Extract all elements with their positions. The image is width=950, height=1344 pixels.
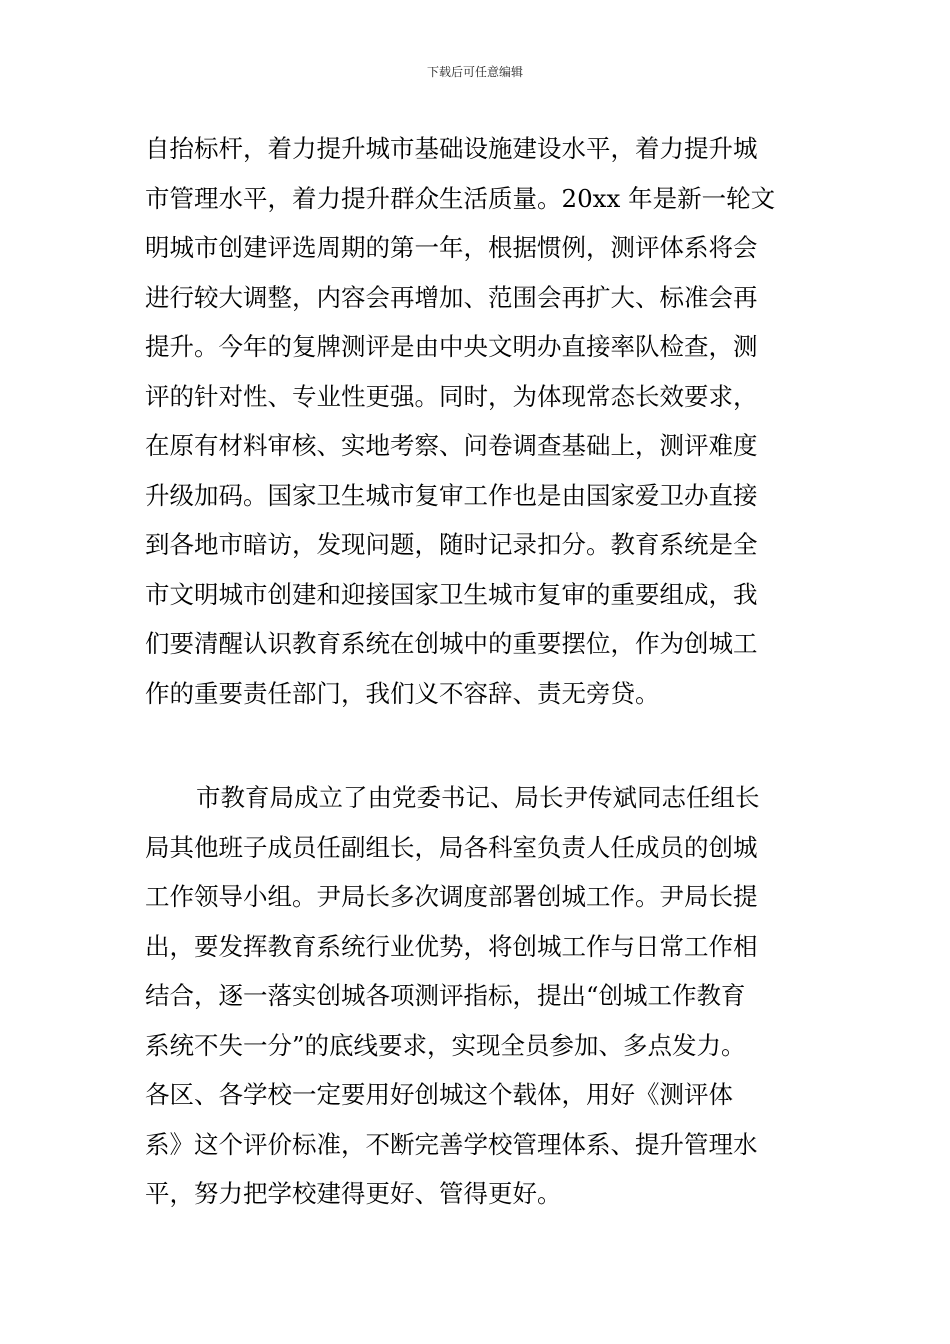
paragraph-line: 工作领导小组。尹局长多次调度部署创城工作。尹局长提	[145, 882, 758, 911]
paragraph-line: 评的针对性、专业性更强。同时，为体现常态长效要求，	[145, 381, 758, 411]
paragraph-line: 市教育局成立了由党委书记、局长尹传斌同志任组长	[196, 783, 760, 812]
paragraph-line: 系统不失一分”的底线要求，实现全员参加、多点发力。	[145, 1030, 746, 1060]
paragraph-line: 系》这个评价标准，不断完善学校管理体系、提升管理水	[145, 1129, 758, 1159]
paragraph-line: 市文明城市创建和迎接国家卫生城市复审的重要组成，我	[145, 579, 758, 609]
paragraph-line: 局其他班子成员任副组长，局各科室负责人任成员的创城	[145, 832, 758, 862]
paragraph-line: 作的重要责任部门，我们义不容辞、责无旁贷。	[145, 678, 660, 708]
paragraph-line: 到各地市暗访，发现问题，随时记录扣分。教育系统是全	[145, 530, 758, 559]
paragraph-line: 结合，逐一落实创城各项测评指标，提出“创城工作教育	[145, 981, 746, 1010]
paragraph-line: 出，要发挥教育系统行业优势，将创城工作与日常工作相	[145, 931, 758, 961]
paragraph-1	[145, 124, 810, 718]
paragraph-line: 自抬标杆，着力提升城市基础设施建设水平，着力提升城	[145, 134, 758, 163]
paragraph-line: 市管理水平，着力提升群众生活质量。20xx 年是新一轮文	[145, 183, 776, 213]
paragraph-line: 明城市创建评选周期的第一年，根据惯例，测评体系将会	[145, 233, 758, 262]
paragraph-line: 各区、各学校一定要用好创城这个载体，用好《测评体	[145, 1080, 733, 1109]
paragraph-line: 升级加码。国家卫生城市复审工作也是由国家爱卫办直接	[145, 480, 758, 510]
paragraph-line: 进行较大调整，内容会再增加、范围会再扩大、标准会再	[145, 282, 758, 312]
page-header: 下载后可任意编辑	[426, 65, 523, 79]
paragraph-line: 提升。今年的复牌测评是由中央文明办直接率队检查，测	[145, 332, 758, 361]
paragraph-line: 在原有材料审核、实地考察、问卷调查基础上，测评难度	[145, 431, 758, 460]
paragraph-line: 们要清醒认识教育系统在创城中的重要摆位，作为创城工	[145, 629, 758, 658]
paragraph-line: 平，努力把学校建得更好、管得更好。	[145, 1179, 562, 1208]
paragraph-2	[145, 773, 810, 1219]
